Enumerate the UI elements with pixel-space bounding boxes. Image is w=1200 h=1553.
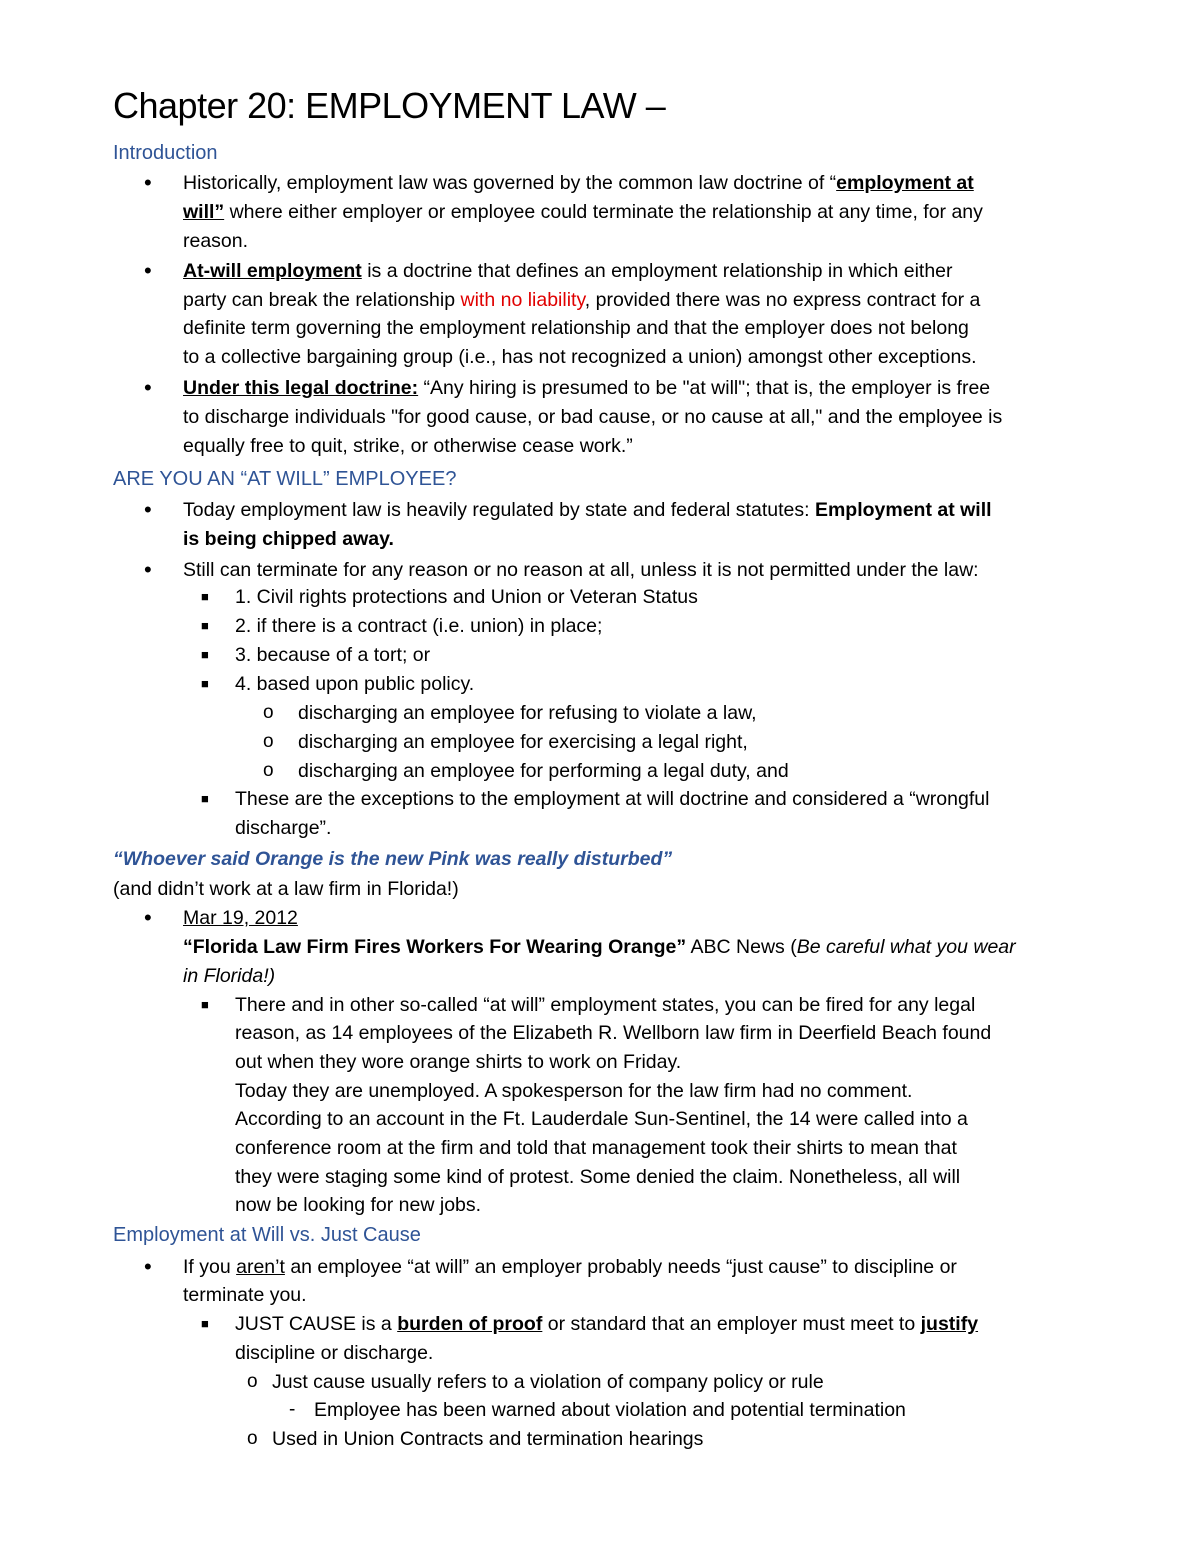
bullet-square: ■	[201, 997, 209, 1012]
atwill-sub-5-line-1: These are the exceptions to the employment at will doctrine and considered a “wrongful	[235, 788, 990, 810]
justcause-bullet-1-line-2: terminate you.	[183, 1284, 307, 1306]
intro-bullet-3-line-3: equally free to quit, strike, or otherwise cease work.”	[183, 435, 633, 457]
heading-just-cause: Employment at Will vs. Just Cause	[113, 1224, 421, 1246]
bullet-square: ■	[201, 791, 209, 806]
atwill-bullet-1-line-2: is being chipped away.	[183, 528, 394, 550]
intro-bullet-2-line-4: to a collective bargaining group (i.e., has not recognized a union) amongst other exceptions.	[183, 346, 977, 368]
bullet-dot: •	[144, 170, 152, 195]
intro-bullet-3-line-2: to discharge individuals "for good cause, or bad cause, or no cause at all," and the employee is	[183, 406, 1003, 428]
orange-para-3: out when they wore orange shirts to work on Friday.	[235, 1051, 682, 1073]
orange-para-6: conference room at the firm and told that management took their shirts to mean that	[235, 1137, 957, 1159]
justcause-o-2: Used in Union Contracts and termination hearings	[272, 1428, 704, 1450]
justcause-o-1: Just cause usually refers to a violation of company policy or rule	[272, 1371, 824, 1393]
atwill-sub-3: 3. because of a tort; or	[235, 644, 431, 666]
bullet-circle: o	[247, 1371, 258, 1392]
bullet-square: ■	[201, 676, 209, 691]
atwill-sub-1: 1. Civil rights protections and Union or Veteran Status	[235, 586, 698, 608]
intro-bullet-2-line-2: party can break the relationship with no liability, provided there was no express contract for a	[183, 289, 981, 311]
atwill-sub-5-line-2: discharge”.	[235, 817, 332, 839]
bullet-square: ■	[201, 647, 209, 662]
atwill-o-1: discharging an employee for refusing to violate a law,	[298, 702, 757, 724]
bullet-dot: •	[144, 905, 152, 930]
atwill-o-3: discharging an employee for performing a legal duty, and	[298, 760, 789, 782]
justcause-dash-1: Employee has been warned about violation and potential termination	[314, 1399, 906, 1421]
justcause-bullet-1-line-1: If you aren’t an employee “at will” an employer probably needs “just cause” to discipline or	[183, 1256, 957, 1278]
heading-at-will: ARE YOU AN “AT WILL” EMPLOYEE?	[113, 468, 457, 490]
orange-para-1: There and in other so-called “at will” employment states, you can be fired for any legal	[235, 994, 976, 1016]
intro-bullet-1-line-1: Historically, employment law was governed by the common law doctrine of “employment at	[183, 172, 974, 194]
bullet-circle: o	[263, 731, 274, 752]
atwill-sub-2: 2. if there is a contract (i.e. union) in place;	[235, 615, 603, 637]
orange-para-7: they were staging some kind of protest. Some denied the claim. Nonetheless, all will	[235, 1166, 961, 1188]
intro-bullet-1-line-2: will” where either employer or employee could terminate the relationship at any time, for any	[183, 201, 983, 223]
bullet-dot: •	[144, 1254, 152, 1279]
orange-date: Mar 19, 2012	[183, 907, 298, 929]
orange-subtitle: (and didn’t work at a law firm in Florida!)	[113, 878, 459, 900]
justcause-sub-1-line-2: discipline or discharge.	[235, 1342, 434, 1364]
orange-headline-line-2: in Florida!)	[183, 965, 276, 987]
atwill-sub-4: 4. based upon public policy.	[235, 673, 475, 695]
heading-introduction: Introduction	[113, 142, 218, 164]
orange-para-2: reason, as 14 employees of the Elizabeth R. Wellborn law firm in Deerfield Beach found	[235, 1022, 992, 1044]
bullet-square: ■	[201, 618, 209, 633]
atwill-bullet-2: Still can terminate for any reason or no reason at all, unless it is not permitted under the law:	[183, 559, 979, 581]
orange-para-8: now be looking for new jobs.	[235, 1194, 482, 1216]
bullet-dash: -	[289, 1399, 296, 1420]
bullet-square: ■	[201, 1316, 209, 1331]
orange-para-4: Today they are unemployed. A spokesperson for the law firm had no comment.	[235, 1080, 913, 1102]
heading-orange: “Whoever said Orange is the new Pink was really disturbed”	[113, 848, 673, 870]
bullet-dot: •	[144, 557, 152, 582]
bullet-circle: o	[263, 760, 274, 781]
atwill-o-2: discharging an employee for exercising a legal right,	[298, 731, 748, 753]
intro-bullet-3-line-1: Under this legal doctrine: “Any hiring is presumed to be "at will"; that is, the employer is free	[183, 377, 991, 399]
bullet-square: ■	[201, 589, 209, 604]
bullet-dot: •	[144, 497, 152, 522]
bullet-dot: •	[144, 375, 152, 400]
justcause-sub-1-line-1: JUST CAUSE is a burden of proof or standard that an employer must meet to justify	[235, 1313, 979, 1335]
page-title: Chapter 20: EMPLOYMENT LAW –	[113, 85, 666, 126]
orange-headline-line-1: “Florida Law Firm Fires Workers For Wearing Orange” ABC News (Be careful what you wear	[183, 936, 1016, 958]
bullet-dot: •	[144, 258, 152, 283]
intro-bullet-1-line-3: reason.	[183, 230, 249, 252]
intro-bullet-2-line-1: At-will employment is a doctrine that defines an employment relationship in which either	[183, 260, 953, 282]
orange-para-5: According to an account in the Ft. Lauderdale Sun-Sentinel, the 14 were called into a	[235, 1108, 968, 1130]
atwill-bullet-1-line-1: Today employment law is heavily regulated by state and federal statutes: Employment at will	[183, 499, 992, 521]
intro-bullet-2-line-3: definite term governing the employment relationship and that the employer does not belong	[183, 317, 969, 339]
bullet-circle: o	[263, 702, 274, 723]
bullet-circle: o	[247, 1428, 258, 1449]
